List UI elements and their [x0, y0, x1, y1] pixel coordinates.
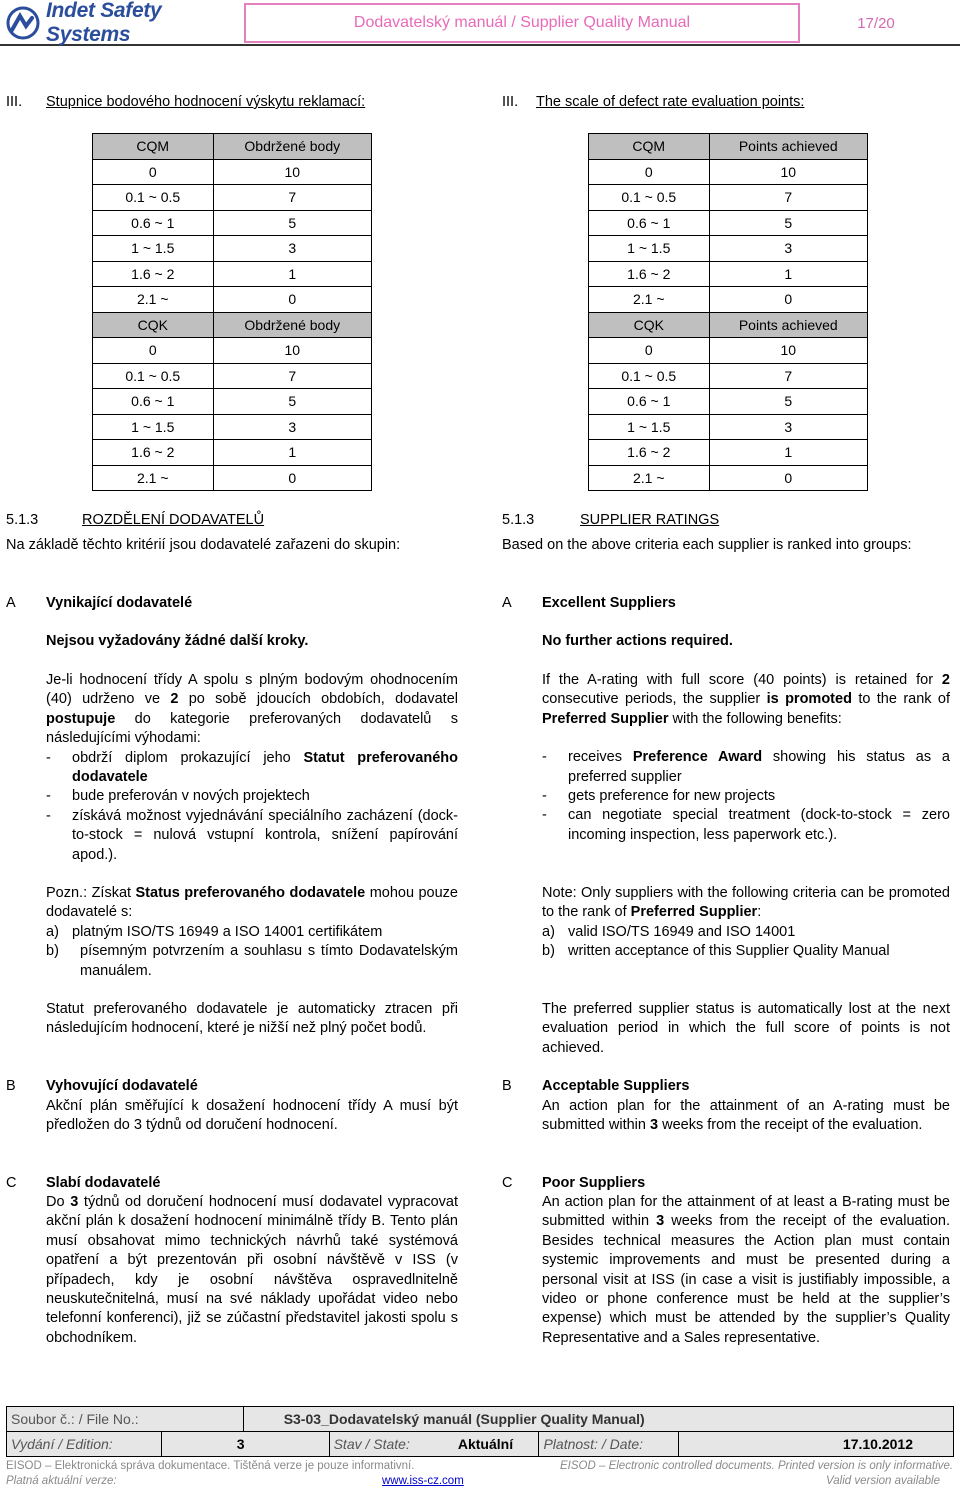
table-cell: 0.1 ~ 0.5: [93, 185, 214, 211]
table-cell: 1.6 ~ 2: [93, 261, 214, 287]
table-row: [589, 363, 868, 389]
cz-group-a-text: Je-li hodnocení třídy A spolu s plným bodovým ohodnocením (40) udrženo ve 2 po sobě jdoucích obdobích, dodavatel postupuje do kategorie preferovaných dodavatelů s následujícími výhodami: - obdrží diplom prokazující jeho Statut preferovaného dodavatele - bude preferován v nových projektech - získává možnost vyjednávání speciálního zacházení (dock-to-stock = nulová vstupní kontrola, snížení papírování apod.).: [46, 671, 458, 865]
table-row: [93, 440, 372, 466]
en-group-a-text: If the A-rating with full score (40 points) is retained for 2 consecutive periods, the supplier is promoted to the rank of Preferred Supplier with the following benefits: - receives Preference Award showing his status as a preferred supplier - gets preference for new projects - can negotiate special treatment (dock-to-stock = zero incoming inspection, less paperwork etc.).: [542, 671, 950, 845]
table-cell: 1.6 ~ 2: [589, 261, 710, 287]
table-row: [589, 134, 868, 160]
table-cell: 0: [589, 338, 710, 364]
table-row: [93, 414, 372, 440]
table-row: [93, 465, 372, 491]
en-status: The preferred supplier status is automatically lost at the next evaluation period in which the full score of points is not achieved.: [542, 1001, 950, 1056]
table-cell: 0.6 ~ 1: [93, 389, 214, 415]
edition-label: Vydání / Edition:: [7, 1432, 162, 1457]
table-cell: 7: [709, 363, 867, 389]
en-heading-num: III.: [502, 94, 519, 110]
table-cell: 0.1 ~ 0.5: [93, 363, 214, 389]
list-item: a) platným ISO/TS 16949 a ISO 14001 certifikátem: [46, 923, 383, 940]
list-item: - receives Preference Award showing his status as a preferred supplier: [542, 748, 950, 787]
table-cell: 3: [709, 414, 867, 440]
list-item: - obdrží diplom prokazující jeho Statut preferovaného dodavatele: [46, 749, 458, 788]
en-group-a-note: No further actions required.: [542, 633, 733, 649]
cz-group-a-title: Vynikající dodavatelé: [46, 595, 193, 611]
table-row: [589, 210, 868, 236]
en-group-b-letter: B: [502, 1078, 512, 1094]
table-cell: 1 ~ 1.5: [93, 236, 214, 262]
edition-value: 3: [161, 1432, 329, 1457]
cz-heading: Stupnice bodového hodnocení výskytu reklamací:: [46, 94, 366, 110]
cz-group-b-text: Akční plán směřující k dosažení hodnocení třídy A musí být předložen do 3 týdnů od doručení hodnocení.: [46, 1098, 458, 1134]
table-row: [589, 465, 868, 491]
table-cell: 2.1 ~: [589, 465, 710, 491]
table-cell: 0: [93, 338, 214, 364]
table-row: [589, 389, 868, 415]
table-cell: CQM: [93, 134, 214, 160]
footer-valid-cz: Platná aktuální verze:: [6, 1475, 117, 1487]
table-cell: 0: [213, 287, 371, 313]
date-value: 17.10.2012: [679, 1432, 954, 1457]
en-group-b-text: An action plan for the attainment of an A-rating must be submitted within 3 weeks from the receipt of the evaluation.: [542, 1098, 950, 1134]
table-cell: 5: [709, 210, 867, 236]
en-note: Note: Only suppliers with the following criteria can be promoted to the rank of Preferred Supplier: a) valid ISO/TS 16949 and ISO 14001 b) written acceptance of this Supplier Quality Manual: [542, 884, 950, 962]
table-cell: 10: [213, 159, 371, 185]
table-cell: 2.1 ~: [93, 465, 214, 491]
page-header: [0, 0, 960, 46]
table-cell: 0.1 ~ 0.5: [589, 363, 710, 389]
cz-intro: Na základě těchto kritérií jsou dodavatelé zařazeni do skupin:: [6, 537, 401, 553]
table-cell: Points achieved: [709, 312, 867, 338]
en-group-c-text: An action plan for the attainment of at least a B-rating must be submitted within 3 weeks from the receipt of the evaluation. Besides technical measures the Action plan must contain systemic improvements and must be presented during a personal visit at ISS (in case a visit is justifiably impossible, a video or phone conference must be held at the supplier’s expense) which must be attended by the supplier’s Quality Representative and a Sales representative.: [542, 1194, 950, 1346]
table-row: [93, 159, 372, 185]
table-row: [93, 312, 372, 338]
table-cell: Obdržené body: [213, 312, 371, 338]
cz-benefits-list: [46, 749, 458, 865]
document-title: Dodavatelský manuál / Supplier Quality Manual: [244, 3, 800, 43]
cz-group-c-letter: C: [6, 1175, 17, 1191]
cz-group-a-letter: A: [6, 595, 16, 611]
table-cell: 7: [213, 363, 371, 389]
list-item: - can negotiate special treatment (dock-to-stock = zero incoming inspection, less paperwork etc.).: [542, 806, 950, 845]
cz-points-table: [92, 133, 372, 491]
footer-url[interactable]: www.iss-cz.com: [382, 1475, 464, 1487]
table-cell: 2.1 ~: [589, 287, 710, 313]
footer-table: [6, 1406, 954, 1457]
cz-group-b-title: Vyhovující dodavatelé: [46, 1078, 198, 1094]
table-cell: 0.6 ~ 1: [589, 389, 710, 415]
table-row: [589, 414, 868, 440]
table-cell: 10: [709, 338, 867, 364]
en-points-table: [588, 133, 868, 491]
table-row: [589, 440, 868, 466]
list-item: - bude preferován v nových projektech: [46, 787, 458, 806]
table-cell: 0: [709, 287, 867, 313]
company-name: Indet Safety Systems: [46, 0, 162, 46]
cz-heading-num: III.: [6, 94, 23, 110]
en-heading: The scale of defect rate evaluation points:: [536, 94, 805, 110]
table-row: [93, 134, 372, 160]
table-cell: 1 ~ 1.5: [93, 414, 214, 440]
table-row: [93, 210, 372, 236]
en-benefits-list: [542, 748, 950, 845]
table-cell: 3: [213, 236, 371, 262]
table-cell: 0.6 ~ 1: [93, 210, 214, 236]
list-item: b) written acceptance of this Supplier Quality Manual: [542, 943, 890, 960]
table-row: [93, 236, 372, 262]
table-row: [589, 312, 868, 338]
table-cell: 2.1 ~: [93, 287, 214, 313]
en-group-a-title: Excellent Suppliers: [542, 595, 676, 611]
en-intro: Based on the above criteria each supplier is ranked into groups:: [502, 537, 912, 553]
file-value: S3-03_Dodavatelský manuál (Supplier Quality Manual): [243, 1407, 953, 1432]
table-cell: Obdržené body: [213, 134, 371, 160]
file-label: Soubor č.: / File No.:: [7, 1407, 244, 1432]
table-cell: 7: [709, 185, 867, 211]
cz-group-c-title: Slabí dodavatelé: [46, 1175, 161, 1191]
en-note-list: [542, 923, 950, 962]
table-cell: 0.6 ~ 1: [589, 210, 710, 236]
cz-group-a-note: Nejsou vyžadovány žádné další kroky.: [46, 633, 309, 649]
table-cell: CQK: [93, 312, 214, 338]
table-cell: 0: [709, 465, 867, 491]
table-cell: 10: [709, 159, 867, 185]
table-row: [589, 185, 868, 211]
table-cell: 3: [709, 236, 867, 262]
table-cell: Points achieved: [709, 134, 867, 160]
table-cell: 0: [93, 159, 214, 185]
state-label: Stav / State: Aktuální: [329, 1432, 539, 1457]
table-cell: 5: [213, 210, 371, 236]
cz-section-title: ROZDĚLENÍ DODAVATELŮ: [82, 512, 265, 528]
table-cell: 1 ~ 1.5: [589, 414, 710, 440]
table-cell: 0: [589, 159, 710, 185]
table-row: [93, 389, 372, 415]
cz-group-c-text: Do 3 týdnů od doručení hodnocení musí dodavatel vypracovat akční plán k dosažení hodnocení minimálně třídy B. Tento plán musí obsahovat mimo technických návrhů také systémová opatření a být prezentován při osobní návštěvě v ISS (v případech, kdy je osobní návštěva ospravedlnitelně neuskutečnitelná, musí na své náklady upořádat video nebo telefonní konferenci), již se zúčastní představitel jakosti spolu s obchodníkem.: [46, 1194, 458, 1346]
table-row: [589, 261, 868, 287]
table-cell: 1: [709, 261, 867, 287]
table-cell: 1: [213, 440, 371, 466]
table-row: [589, 287, 868, 313]
cz-section-number: 5.1.3: [6, 512, 39, 528]
table-row: [589, 236, 868, 262]
page-number: 17/20: [857, 14, 895, 32]
table-row: [93, 185, 372, 211]
list-item: a) valid ISO/TS 16949 and ISO 14001: [542, 923, 796, 940]
table-cell: 1 ~ 1.5: [589, 236, 710, 262]
table-cell: CQK: [589, 312, 710, 338]
table-row: [93, 338, 372, 364]
footer-note-cz: EISOD – Elektronická správa dokumentace. Tištěná verze je pouze informativní.: [6, 1460, 415, 1472]
table-row: [589, 159, 868, 185]
en-section-title: SUPPLIER RATINGS: [580, 512, 720, 528]
en-group-c-title: Poor Suppliers: [542, 1175, 646, 1191]
en-section-number: 5.1.3: [502, 512, 535, 528]
table-cell: 5: [709, 389, 867, 415]
table-cell: CQM: [589, 134, 710, 160]
table-cell: 1: [709, 440, 867, 466]
cz-statut: Statut preferovaného dodavatele je automaticky ztracen při následujícím hodnocení, které je nižší než plný počet bodů.: [46, 1001, 458, 1037]
table-cell: 3: [213, 414, 371, 440]
cz-pozn-list: [46, 923, 458, 981]
table-cell: 5: [213, 389, 371, 415]
table-cell: 10: [213, 338, 371, 364]
table-cell: 1.6 ~ 2: [93, 440, 214, 466]
footer-valid-en: Valid version available: [826, 1475, 941, 1487]
table-cell: 7: [213, 185, 371, 211]
footer-note-en: EISOD – Electronic controlled documents. Printed version is only informative.: [560, 1460, 954, 1472]
en-group-b-title: Acceptable Suppliers: [542, 1078, 690, 1094]
cz-pozn: Pozn.: Získat Status preferovaného dodavatele mohou pouze dodavatelé s: a) platným ISO/TS 16949 a ISO 14001 certifikátem b) písemným potvrzením a souhlasu s tímto Dodavatelským manuálem.: [46, 884, 458, 981]
list-item: - gets preference for new projects: [542, 787, 950, 806]
table-row: [589, 338, 868, 364]
logo-mark-icon: [6, 6, 40, 40]
table-cell: 1.6 ~ 2: [589, 440, 710, 466]
table-cell: 0: [213, 465, 371, 491]
en-group-c-letter: C: [502, 1175, 513, 1191]
list-item: - získává možnost vyjednávání speciálního zacházení (dock-to-stock = nulová vstupní kontrola, snížení papírování apod.).: [46, 807, 458, 865]
table-cell: 1: [213, 261, 371, 287]
table-row: [93, 287, 372, 313]
table-cell: 0.1 ~ 0.5: [589, 185, 710, 211]
date-label: Platnost: / Date:: [539, 1432, 679, 1457]
table-row: [93, 261, 372, 287]
company-logo: [6, 0, 236, 46]
cz-group-b-letter: B: [6, 1078, 16, 1094]
table-row: [93, 363, 372, 389]
list-item: b) písemným potvrzením a souhlasu s tímto Dodavatelským manuálem.: [46, 943, 458, 979]
en-group-a-letter: A: [502, 595, 512, 611]
